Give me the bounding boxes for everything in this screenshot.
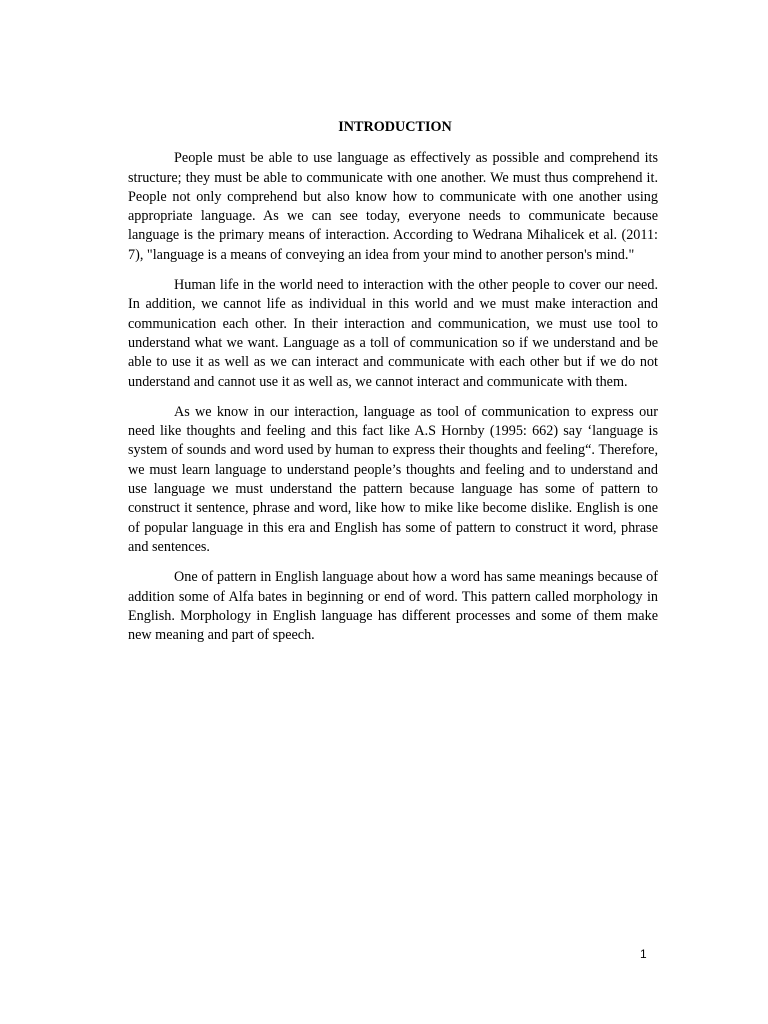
paragraph-2: Human life in the world need to interaction with the other people to cover our need. In addition, we cannot life as individual in this world and we must make interaction and communication each other. In their interaction and communication, we must use tool to understand what we want. Language as a toll of communication so if we understand and be able to use it as well as we can interact and communicate with each other but if we do not understand and cannot use it as well as, we cannot interact and communicate with them. [128,277,658,390]
paragraph-1: People must be able to use language as effectively as possible and comprehend its structure; they must be able to communicate with one another. We must thus comprehend it. People not only comprehend but also know how to communicate with one another using appropriate language. As we can see today, everyone needs to communicate because language is the primary means of interaction. According to Wedrana Mihalicek et al. (2011: 7), "language is a means of conveying an idea from your mind to another person's mind." [128,150,658,263]
page-number: 1 [640,947,647,961]
paragraph-4: One of pattern in English language about how a word has same meanings because of addition some of Alfa bates in beginning or end of word. This pattern called morphology in English. Morphology in English language has different processes and some of them make new meaning and part of speech. [128,569,658,644]
paragraph-3: As we know in our interaction, language as tool of communication to express our need like thoughts and feeling and this fact like A.S Hornby (1995: 662) say ‘language is system of sounds and word used by human to express their thoughts and feeling“. Therefore, we must learn language to understand people’s thoughts and feeling and to understand and use language we must understand the pattern because language has some of pattern to construct it sentence, phrase and word, like how to mike like become dislike. English is one of popular language in this era and English has some of pattern to construct it word, phrase and sentences. [128,403,658,555]
document-body [128,118,658,656]
section-heading: INTRODUCTION [338,119,452,135]
